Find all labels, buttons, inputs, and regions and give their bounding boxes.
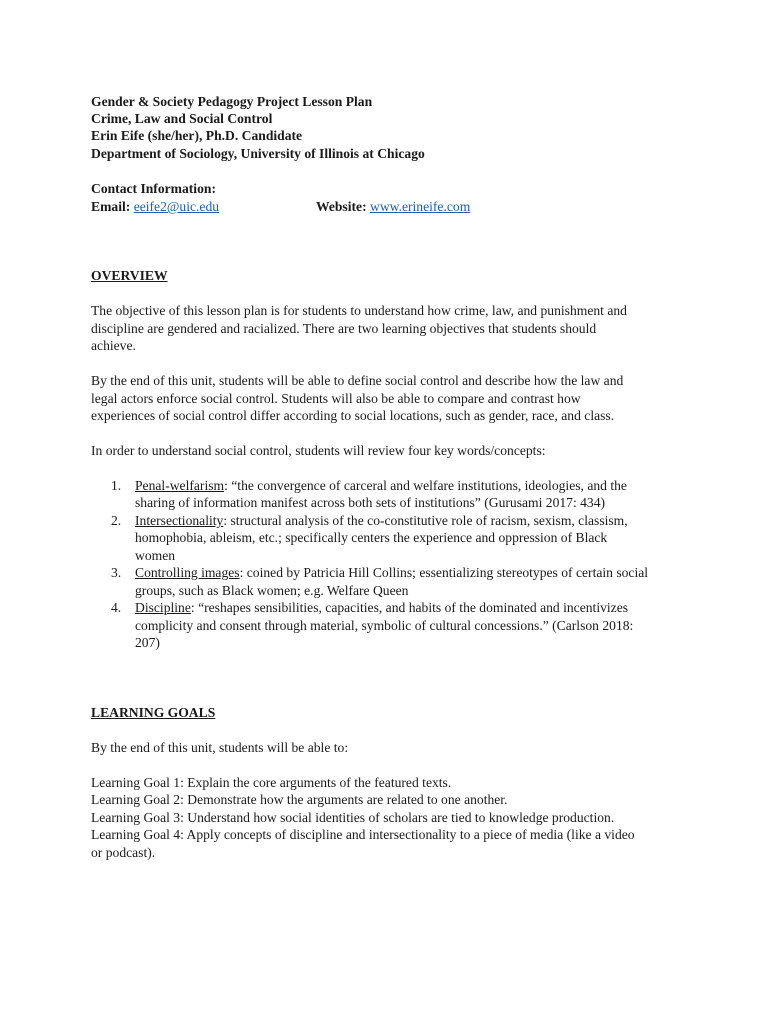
overview-p1-line: discipline are gendered and racialized. There are two learning objectives that students should [91, 321, 597, 336]
term-penal-welfarism: Penal-welfarism [135, 478, 225, 493]
author-line: Erin Eife (she/her), Ph.D. Candidate [91, 128, 303, 143]
list-item-cont: homophobia, ableism, etc.; specifically centers the experience and oppression of Black [135, 530, 608, 545]
list-item-cont: 207) [135, 635, 160, 650]
overview-p2-line: experiences of social control differ according to social locations, such as gender, race, and class. [91, 408, 615, 423]
list-number: 2. [111, 513, 122, 528]
email-line [91, 198, 219, 216]
learning-goal: Learning Goal 3: Understand how social identities of scholars are tied to knowledge production. [91, 810, 615, 825]
overview-p2-line: legal actors enforce social control. Students will also be able to compare and contrast how [91, 391, 581, 406]
list-item-cont: women [135, 548, 176, 563]
term-intersectionality: Intersectionality [135, 513, 224, 528]
learning-goals-intro: By the end of this unit, students will be able to: [91, 740, 349, 755]
email-link[interactable]: eeife2@uic.edu [133, 199, 220, 214]
list-item-text: : “reshapes sensibilities, capacities, and habits of the dominated and incentivizes [190, 600, 629, 615]
learning-goal: Learning Goal 1: Explain the core arguments of the featured texts. [91, 775, 452, 790]
list-item [135, 477, 627, 495]
website-label: Website: [316, 199, 367, 214]
list-item [135, 599, 628, 617]
list-item-text: : coined by Patricia Hill Collins; essentializing stereotypes of certain social [239, 565, 649, 580]
list-number: 3. [111, 565, 122, 580]
list-item-cont: complicity and consent through material, symbolic of cultural concessions.” (Carlson 2018: [135, 618, 634, 633]
website-line [316, 198, 470, 216]
list-item-text: : structural analysis of the co-constitutive role of racism, sexism, classism, [223, 513, 628, 528]
learning-goals-heading: LEARNING GOALS [91, 705, 216, 720]
learning-goal: Learning Goal 4: Apply concepts of discipline and intersectionality to a piece of media (like a video [91, 827, 635, 842]
list-number: 4. [111, 600, 122, 615]
overview-p3: In order to understand social control, students will review four key words/concepts: [91, 443, 546, 458]
list-item [135, 512, 628, 530]
term-controlling-images: Controlling images [135, 565, 240, 580]
contact-heading: Contact Information: [91, 181, 216, 196]
overview-p1-line: achieve. [91, 338, 136, 353]
doc-subtitle: Crime, Law and Social Control [91, 111, 273, 126]
list-item-cont: sharing of information manifest across both sets of institutions” (Gurusami 2017: 434) [135, 495, 606, 510]
list-item-cont: groups, such as Black women; e.g. Welfare Queen [135, 583, 409, 598]
overview-p2-line: By the end of this unit, students will be able to define social control and describe how the law and [91, 373, 624, 388]
website-link[interactable]: www.erineife.com [370, 199, 471, 214]
email-label: Email: [91, 199, 131, 214]
list-item [135, 564, 648, 582]
overview-heading: OVERVIEW [91, 268, 168, 283]
doc-title: Gender & Society Pedagogy Project Lesson Plan [91, 94, 373, 109]
term-discipline: Discipline [135, 600, 191, 615]
list-item-text: : “the convergence of carceral and welfare institutions, ideologies, and the [224, 478, 627, 493]
learning-goal-cont: or podcast). [91, 845, 156, 860]
list-number: 1. [111, 478, 122, 493]
department-line: Department of Sociology, University of Illinois at Chicago [91, 146, 425, 161]
learning-goal: Learning Goal 2: Demonstrate how the arguments are related to one another. [91, 792, 508, 807]
overview-p1-line: The objective of this lesson plan is for students to understand how crime, law, and punishment and [91, 303, 627, 318]
